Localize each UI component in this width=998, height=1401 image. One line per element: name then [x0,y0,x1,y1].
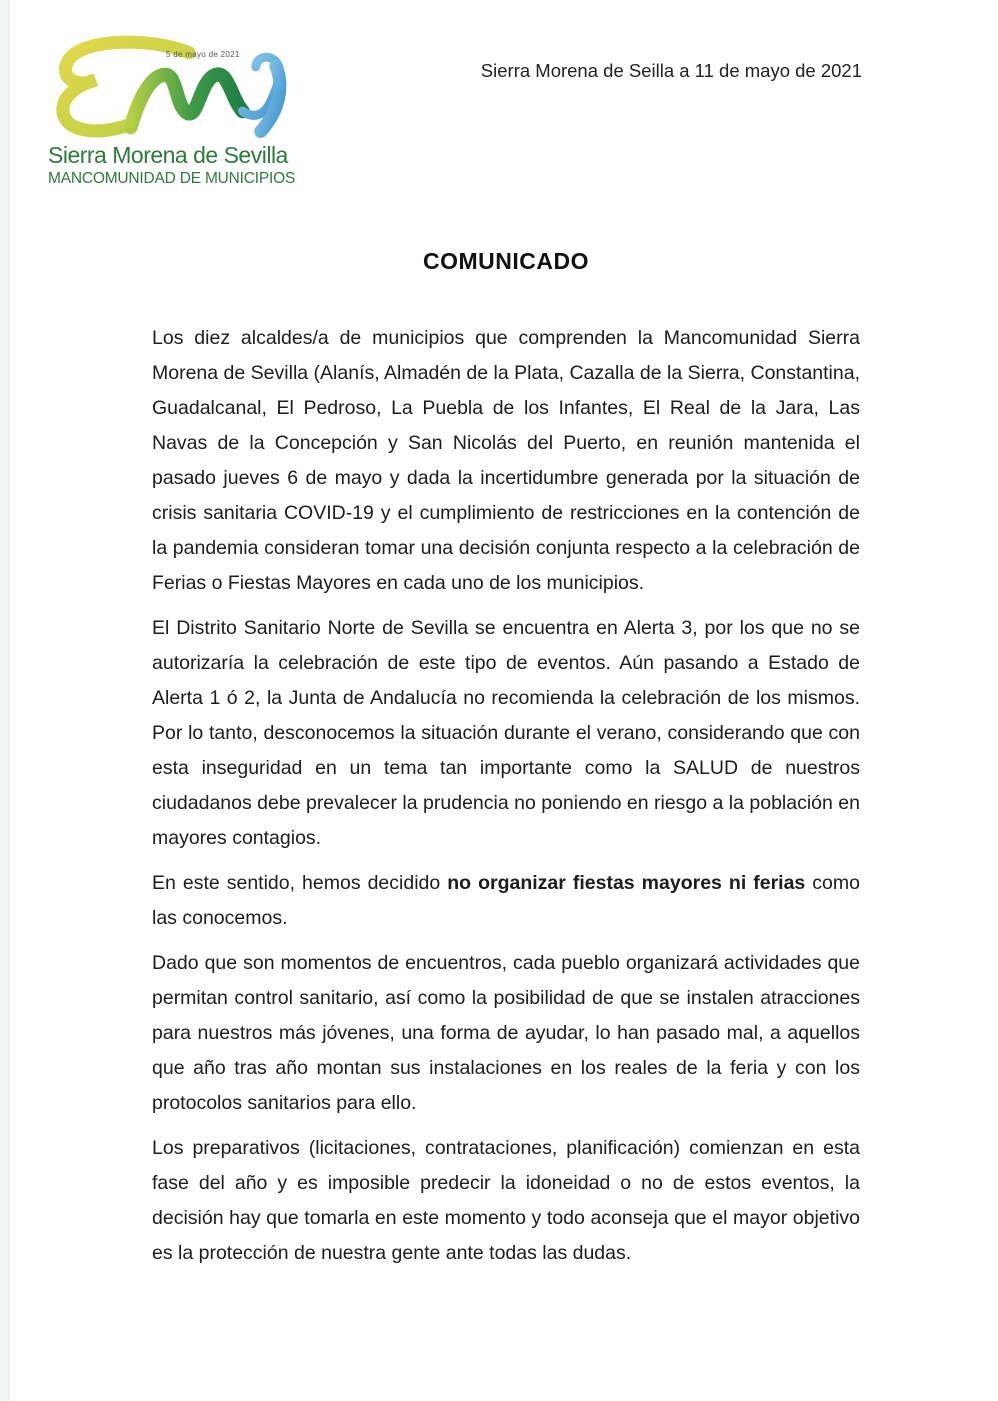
paragraph-2: El Distrito Sanitario Norte de Sevilla se encuentra en Alerta 3, por los que no se autorizaría la celebración de este tipo de eventos. Aún pasando a Estado de Alerta 1 ó 2, la Junta de Andalucía no recomienda la celebración de los mismos. Por lo tanto, desconocemos la situación durante el verano, considerando que con esta inseguridad en un tema tan importante como la SALUD de nuestros ciudadanos debe prevalecer la prudencia no poniendo en riesgo a la población en mayores contagios. [152,617,860,849]
logo-wordmark: Sierra Morena de Sevilla [48,142,288,168]
scan-edge [0,0,10,1401]
paragraph-1: Los diez alcaldes/a de municipios que comprenden la Mancomunidad Sierra Morena de Sevilla (Alanís, Almadén de la Plata, Cazalla de la Sierra, Constantina, Guadalcanal, El Pedroso, La Puebla de los Infantes, El Real de la Jara, Las Navas de la Concepción y San Nicolás del Puerto, en reunión mantenida el pasado jueves 6 de mayo y dada la incertidumbre generada por la situación de crisis sanitaria COVID-19 y el cumplimiento de restricciones en la contención de la pandemia consideran tomar una decisión conjunta respecto a la celebración de Ferias o Fiestas Mayores en cada uno de los municipios. [152,327,860,594]
logo-small-date: 5 de mayo de 2021 [166,50,240,59]
mancomunidad-logo [48,34,298,188]
document-title: COMUNICADO [423,248,589,274]
paragraph-5: Los preparativos (licitaciones, contrataciones, planificación) comienzan en esta fase del año y es imposible predecir la idoneidad o no de estos eventos, la decisión hay que tomarla en este momento y todo aconseja que el mayor objetivo es la protección de nuestra gente ante todas las dudas. [152,1137,860,1264]
paragraph-4: Dado que son momentos de encuentros, cada pueblo organizará actividades que permitan control sanitario, así como la posibilidad de que se instalen atracciones para nuestros más jóvenes, una forma de ayudar, lo han pasado mal, a aquellos que año tras año montan sus instalaciones en los reales de la feria y con los protocolos sanitarios para ello. [152,952,860,1114]
paragraph-3-post: como las conocemos. [152,872,860,929]
document-body [152,248,860,1281]
paragraph-3 [152,866,860,936]
logo-subtitle: MANCOMUNIDAD DE MUNICIPIOS [48,170,296,187]
paragraph-3-pre: En este sentido, hemos decidido [152,872,448,894]
paragraph-3-bold: no organizar fiestas mayores ni ferias [447,872,806,894]
document-dateline: Sierra Morena de Seilla a 11 de mayo de 2021 [480,60,862,81]
